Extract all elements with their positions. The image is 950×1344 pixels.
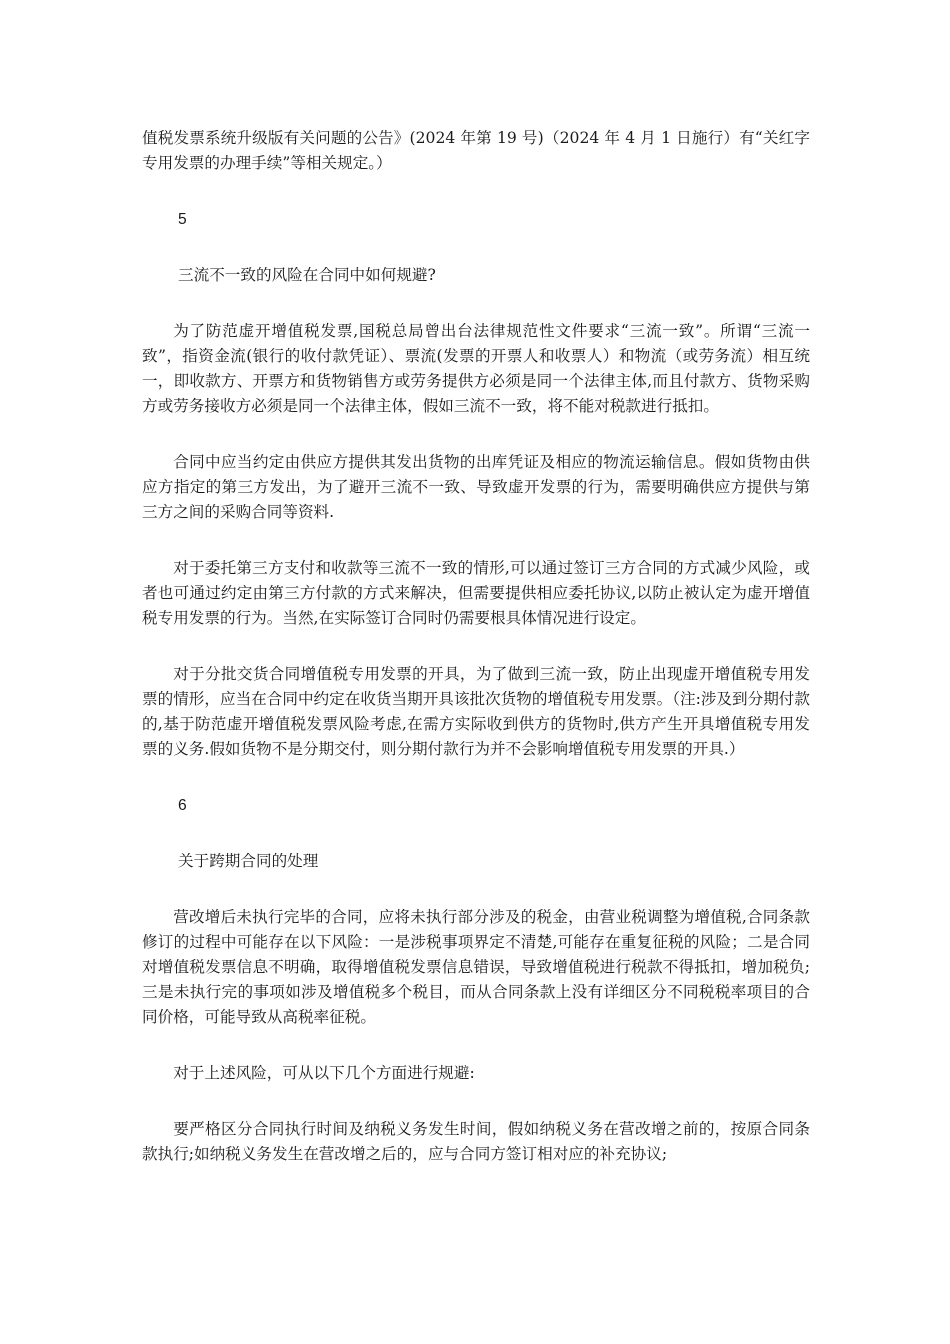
paragraph-logistics-info: 合同中应当约定由供应方提供其发出货物的出库凭证及相应的物流运输信息。假如货物由供应方指定的第三方发出，为了避开三流不一致、导致虚开发票的行为，需要明确供应方提供与第三方之间的采购合同等资料. xyxy=(142,453,810,521)
section-heading-cross-period: 关于跨期合同的处理 xyxy=(178,852,319,870)
paragraph-mitigation-timing: 要严格区分合同执行时间及纳税义务发生时间，假如纳税义务在营改增之前的，按原合同条款执行;如纳税义务发生在营改增之后的，应与合同方签订相对应的补充协议; xyxy=(142,1120,810,1163)
paragraph-mitigation-intro: 对于上述风险，可从以下几个方面进行规避: xyxy=(173,1064,475,1082)
paragraph-batch-delivery: 对于分批交货合同增值税专用发票的开具，为了做到三流一致，防止出现虚开增值税专用发票的情形，应当在合同中约定在收货当期开具该批次货物的增值税专用发票。（注:涉及到分期付款的,基于防范虚开增值税发票风险考虑,在需方实际收到供方的货物时,供方产生开具增值税专用发票的义务.假如货物不是分期交付，则分期付款行为并不会影响增值税专用发票的开具.） xyxy=(142,665,810,758)
section-number-6: 6 xyxy=(178,797,187,814)
paragraph-cross-period-risks: 营改增后未执行完毕的合同，应将未执行部分涉及的税金，由营业税调整为增值税,合同条款修订的过程中可能存在以下风险：一是涉税事项界定不清楚,可能存在重复征税的风险；二是合同对增值税发票信息不明确，取得增值税发票信息错误，导致增值税进行税款不得抵扣，增加税负;三是未执行完的事项如涉及增值税多个税目，而从合同条款上没有详细区分不同税税率项目的合同价格，可能导致从高税率征税。 xyxy=(142,908,810,1026)
document-body xyxy=(142,126,810,1167)
paragraph-third-party-payment: 对于委托第三方支付和收款等三流不一致的情形,可以通过签订三方合同的方式减少风险，或者也可通过约定由第三方付款的方式来解决，但需要提供相应委托协议,以防止被认定为虚开增值税专用发票的行为。当然,在实际签订合同时仍需要根具体情况进行设定。 xyxy=(142,559,810,627)
section-number-5: 5 xyxy=(178,211,187,228)
paragraph-three-flows-definition: 为了防范虚开增值税发票,国税总局曾出台法律规范性文件要求“三流一致”。所谓“三流一致”，指资金流(银行的收付款凭证）、票流(发票的开票人和收票人）和物流（或劳务流）相互统一，即收款方、开票方和货物销售方或劳务提供方必须是同一个法律主体,而且付款方、货物采购方或劳务接收方必须是同一个法律主体，假如三流不一致，将不能对税款进行抵扣。 xyxy=(142,322,810,415)
paragraph-intro-continuation: 值税发票系统升级版有关问题的公告》(2024 年第 19 号)（2024 年 4 月 1 日施行）有“关红字专用发票的办理手续”等相关规定。） xyxy=(142,129,810,172)
section-heading-three-flows: 三流不一致的风险在合同中如何规避? xyxy=(178,266,436,284)
